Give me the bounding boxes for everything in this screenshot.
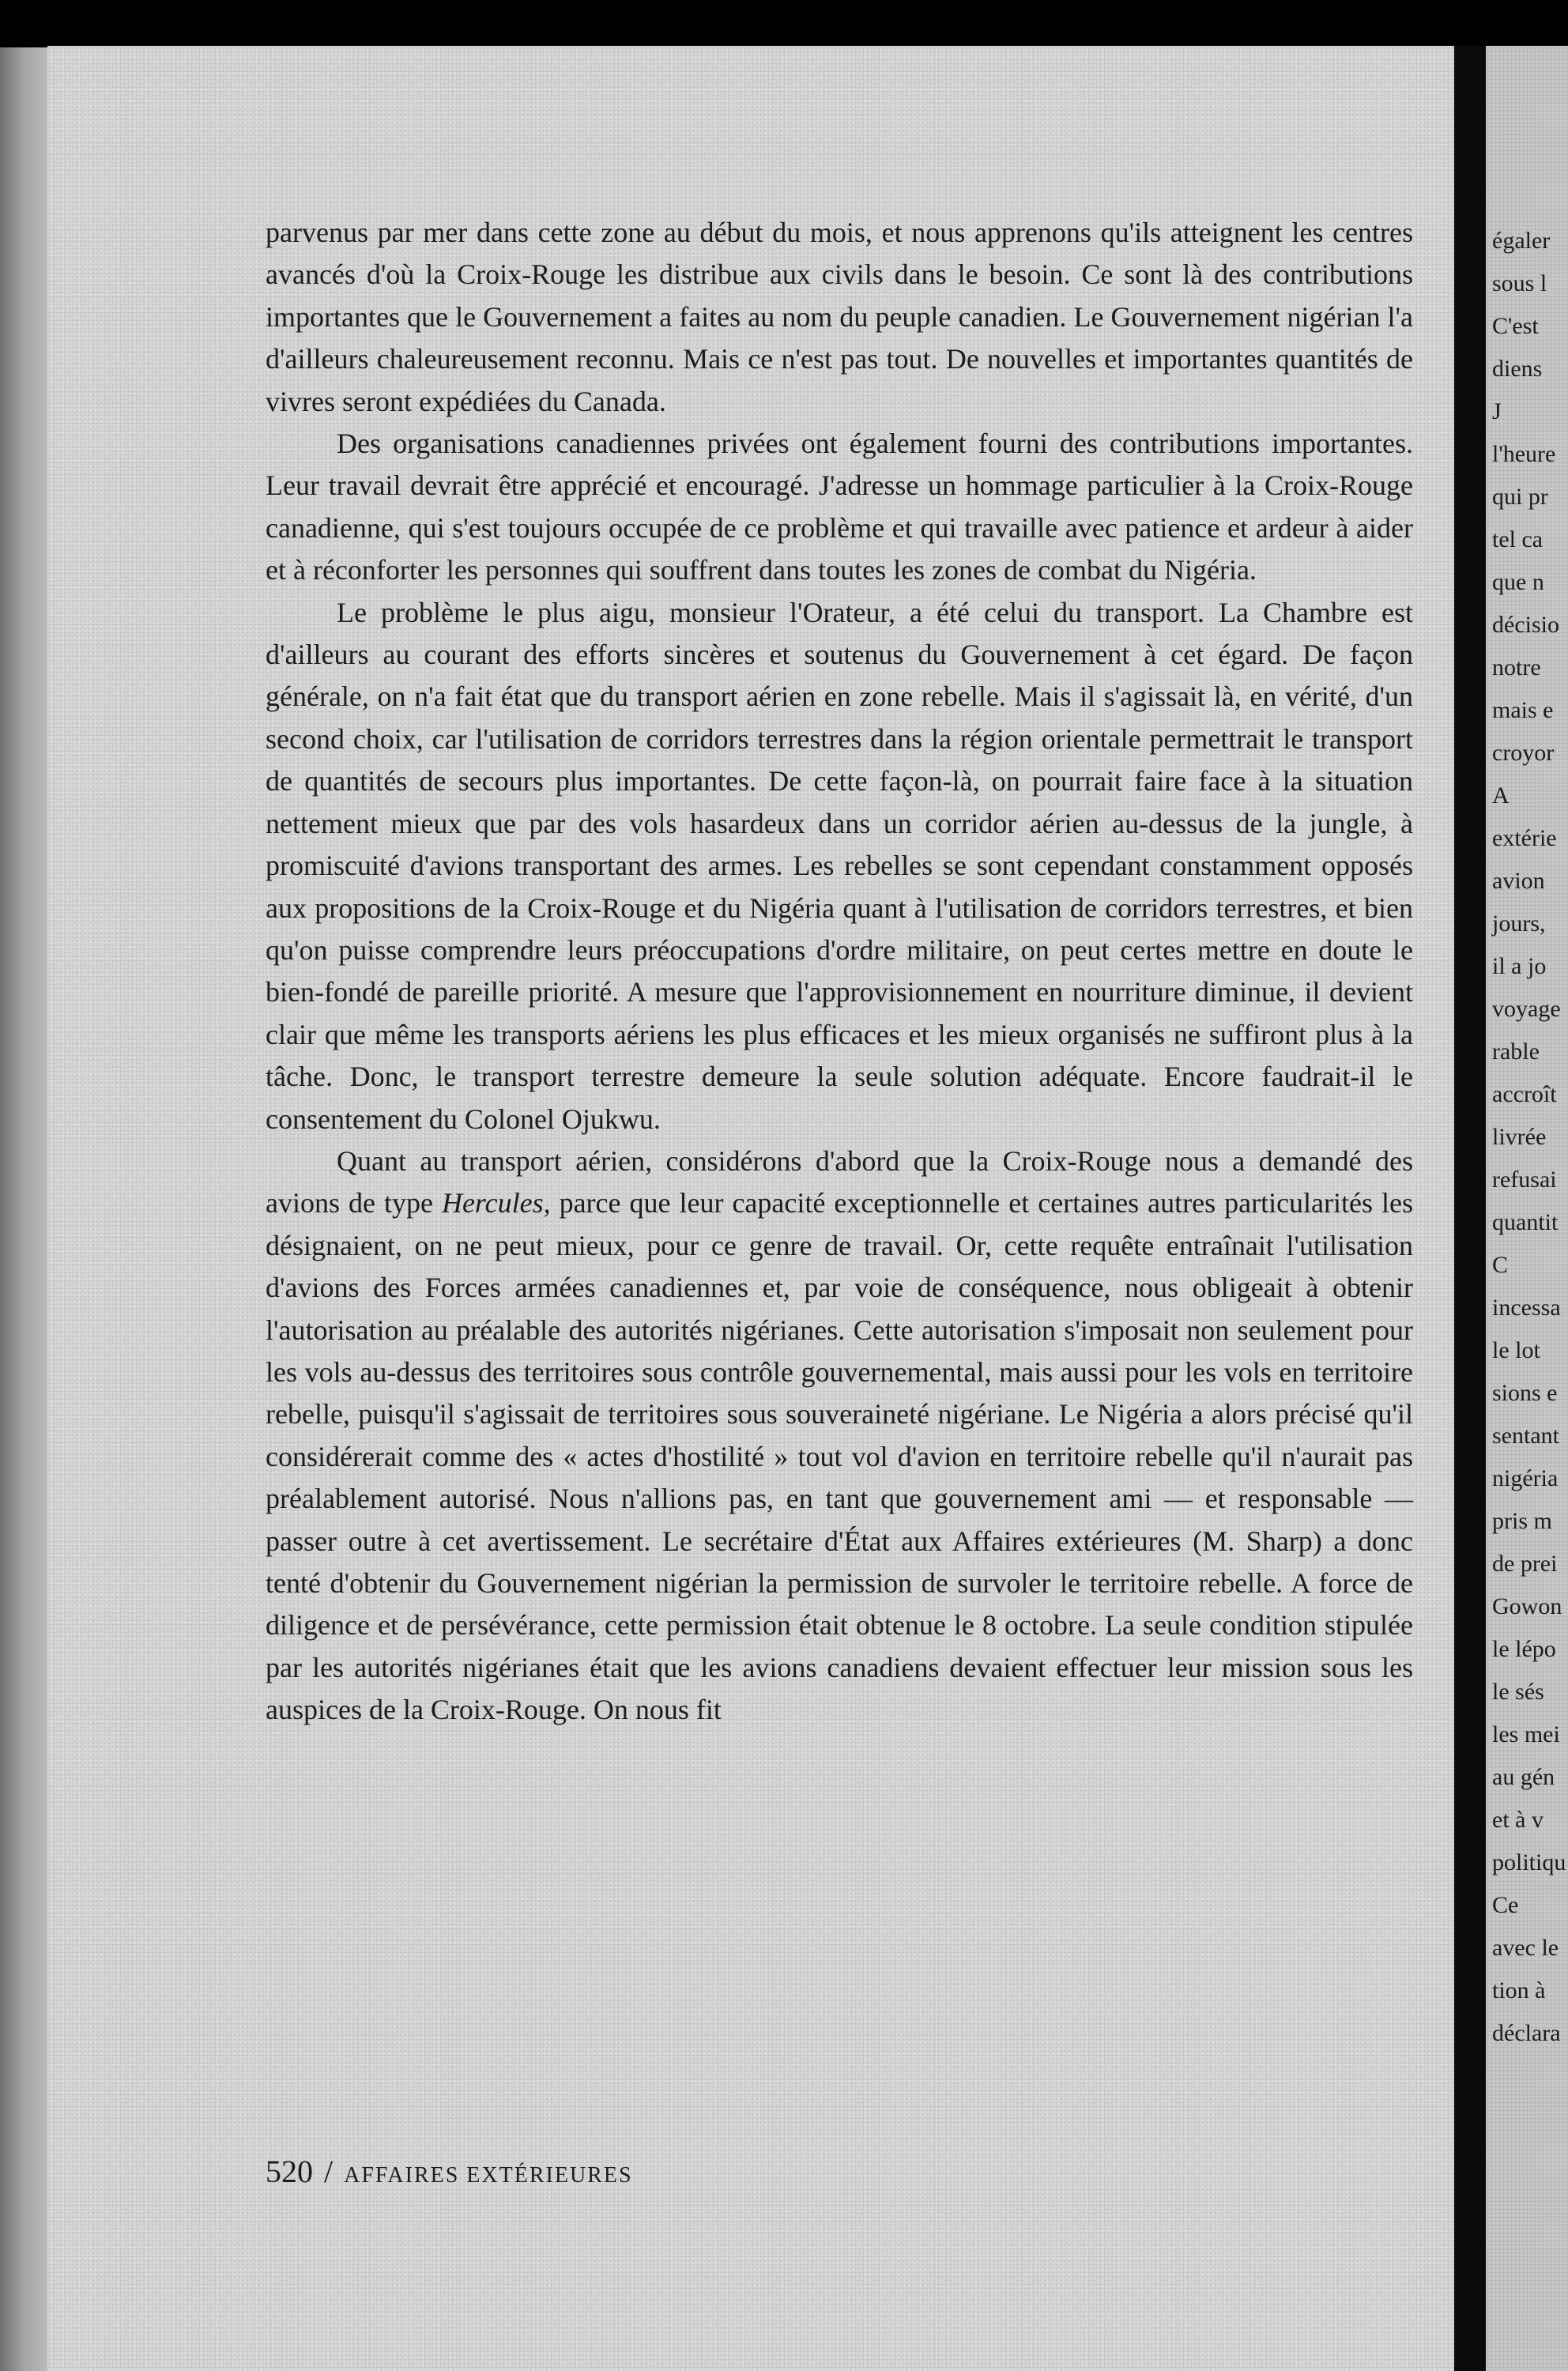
- facing-page-fragment: C: [1492, 1252, 1509, 1278]
- facing-page-fragment: avion: [1492, 868, 1545, 894]
- facing-page-fragment: A: [1492, 782, 1510, 809]
- body-text: [266, 212, 1413, 1732]
- facing-page-fragment: J: [1492, 398, 1502, 424]
- facing-page-fragment: tion à: [1492, 1977, 1546, 2003]
- facing-page-fragment: égaler: [1492, 228, 1551, 254]
- facing-page-fragment: le lot: [1492, 1337, 1540, 1363]
- page-number: 520: [266, 2154, 313, 2189]
- facing-page-fragment: Ce: [1492, 1892, 1519, 1918]
- facing-page-fragment: le lépo: [1492, 1636, 1556, 1662]
- facing-page-fragment: et à v: [1492, 1807, 1544, 1833]
- facing-page-fragment: au gén: [1492, 1764, 1555, 1790]
- facing-page-fragment: tel ca: [1492, 526, 1544, 552]
- facing-page-fragment: de prei: [1492, 1551, 1558, 1577]
- facing-page-fragment: sous l: [1492, 270, 1547, 296]
- paragraph-4-text-before: Quant au transport aérien, considérons d'abord que la Croix-Rouge nous a demandé des avions de type: [266, 1144, 1413, 1219]
- facing-page-fragment: notre: [1492, 654, 1541, 680]
- facing-page-fragment: pris m: [1492, 1508, 1552, 1534]
- facing-page-fragment: diens: [1492, 356, 1543, 382]
- page-gutter: [1454, 46, 1486, 2371]
- facing-page-fragment: rable: [1492, 1038, 1540, 1065]
- paragraph-4: [266, 1140, 1413, 1732]
- facing-page-fragment: C'est: [1492, 313, 1539, 339]
- facing-page-fragment: Gowon: [1492, 1593, 1562, 1619]
- facing-page-fragment: l'heure: [1492, 441, 1556, 467]
- facing-page-fragment: livrée: [1492, 1124, 1547, 1150]
- facing-page-fragment: sentant: [1492, 1423, 1559, 1449]
- facing-page-fragment: sions e: [1492, 1380, 1558, 1406]
- paragraph-2: Des organisations canadiennes privées ont également fourni des contributions importantes. Leur travail devrait être apprécié et encouragé. J'adresse un hommage particulier à la Croix-Rouge canadienne, qui s'est toujours occupée de ce problème et qui travaille avec patience et ardeur à aider et à réconforter les personnes qui souffrent dans toutes les zones de combat du Nigéria.: [266, 428, 1413, 586]
- facing-page-fragment: les mei: [1492, 1721, 1560, 1747]
- facing-page-fragment: politiqu: [1492, 1849, 1566, 1875]
- paragraph-4-text-after: parce que leur capacité exceptionnelle et certaines autres particularités les désignaient, on ne peut mieux, pour ce genre de travail. Or, cette requête entraînait l'utilisation d'avions des Forces armées canadiennes et, par voie de conséquence, nous obligeait à obtenir l'autorisation au préalable des autorités nigérianes. Cette autorisation s'imposait non seulement pour les vols au-dessus des territoires sous contrôle gouvernemental, mais aussi pour les vols en territoire rebelle, puisqu'il s'agissait de territoires sous souveraineté nigériane. Le Nigéria a alors précisé qu'il considérerait comme des « actes d'hostilité » tout vol d'avion en territoire rebelle qu'il n'aurait pas préalablement autorisé. Nous n'allions pas, en tant que gouvernement ami — et responsable — passer outre à cet avertissement. Le secrétaire d'État aux Affaires extérieures (M. Sharp) a donc tenté d'obtenir du Gouvernement nigérian la permission de survoler le territoire rebelle. A force de diligence et de persévérance, cette permission était obtenue le 8 octobre. La seule condition stipulée par les autorités nigérianes était que les avions canadiens devaient effectuer leur mission sous les auspices de la Croix-Rouge. On nous fit: [266, 1187, 1413, 1726]
- facing-page-edge: [1486, 46, 1568, 2371]
- page-footer: [266, 2153, 633, 2190]
- facing-page-fragment: il a jo: [1492, 953, 1547, 979]
- facing-page-fragment: décisio: [1492, 612, 1559, 638]
- paragraph-3: Le problème le plus aigu, monsieur l'Orateur, a été celui du transport. La Chambre est d'ailleurs au courant des efforts sincères et soutenus du Gouvernement à cet égard. De façon générale, on n'a fait état que du transport aérien en zone rebelle. Mais il s'agissait là, en vérité, d'un second choix, car l'utilisation de corridors terrestres dans la région orientale permettrait le transport de quantités de secours plus importantes. De cette façon-là, on pourrait faire face à la situation nettement mieux que par des vols hasardeux dans un corridor aérien au-dessus de la jungle, à promiscuité d'avions transportant des armes. Les rebelles se sont cependant constamment opposés aux propositions de la Croix-Rouge et du Nigéria quant à l'utilisation de corridors terrestres, et bien qu'on puisse comprendre leurs préoccupations d'ordre militaire, on peut certes mettre en doute le bien-fondé de pareille priorité. A mesure que l'approvisionnement en nourriture diminue, il devient clair que même les transports aériens les plus efficaces et les mieux organisés ne suffiront plus à la tâche. Donc, le transport terrestre demeure la seule solution adéquate. Encore faudrait-il le consentement du Colonel Ojukwu.: [266, 596, 1413, 1135]
- facing-page-fragment: mais e: [1492, 697, 1554, 723]
- facing-page-fragment: incessa: [1492, 1295, 1561, 1321]
- facing-page-fragment: quantit: [1492, 1209, 1559, 1235]
- section-title: AFFAIRES EXTÉRIEURES: [344, 2163, 633, 2188]
- footer-separator: /: [324, 2154, 334, 2189]
- facing-page-fragment: avec le: [1492, 1935, 1559, 1961]
- facing-page-fragment: nigéria: [1492, 1465, 1559, 1491]
- paragraph-1: parvenus par mer dans cette zone au début du mois, et nous apprenons qu'ils atteignent les centres avancés d'où la Croix-Rouge les distribue aux civils dans le besoin. Ce sont là des contributions importantes que le Gouvernement a faites au nom du peuple canadien. Le Gouvernement nigérian l'a d'ailleurs chaleureusement reconnu. Mais ce n'est pas tout. De nouvelles et importantes quantités de vivres seront expédiées du Canada.: [266, 217, 1413, 417]
- facing-page-fragment: extérie: [1492, 825, 1557, 851]
- facing-page-fragment: que n: [1492, 569, 1544, 595]
- facing-page-fragment: croyor: [1492, 740, 1555, 766]
- facing-page-fragment: voyage: [1492, 996, 1561, 1022]
- facing-page-fragment: le sés: [1492, 1679, 1544, 1705]
- facing-page-fragment: jours,: [1492, 910, 1546, 937]
- facing-page-fragment: refusai: [1492, 1167, 1557, 1193]
- facing-page-fragment: accroît: [1492, 1081, 1557, 1107]
- facing-page-fragment: déclara: [1492, 2020, 1561, 2046]
- aircraft-type-emphasis: Hercules,: [441, 1187, 551, 1219]
- facing-page-fragment: qui pr: [1492, 484, 1548, 510]
